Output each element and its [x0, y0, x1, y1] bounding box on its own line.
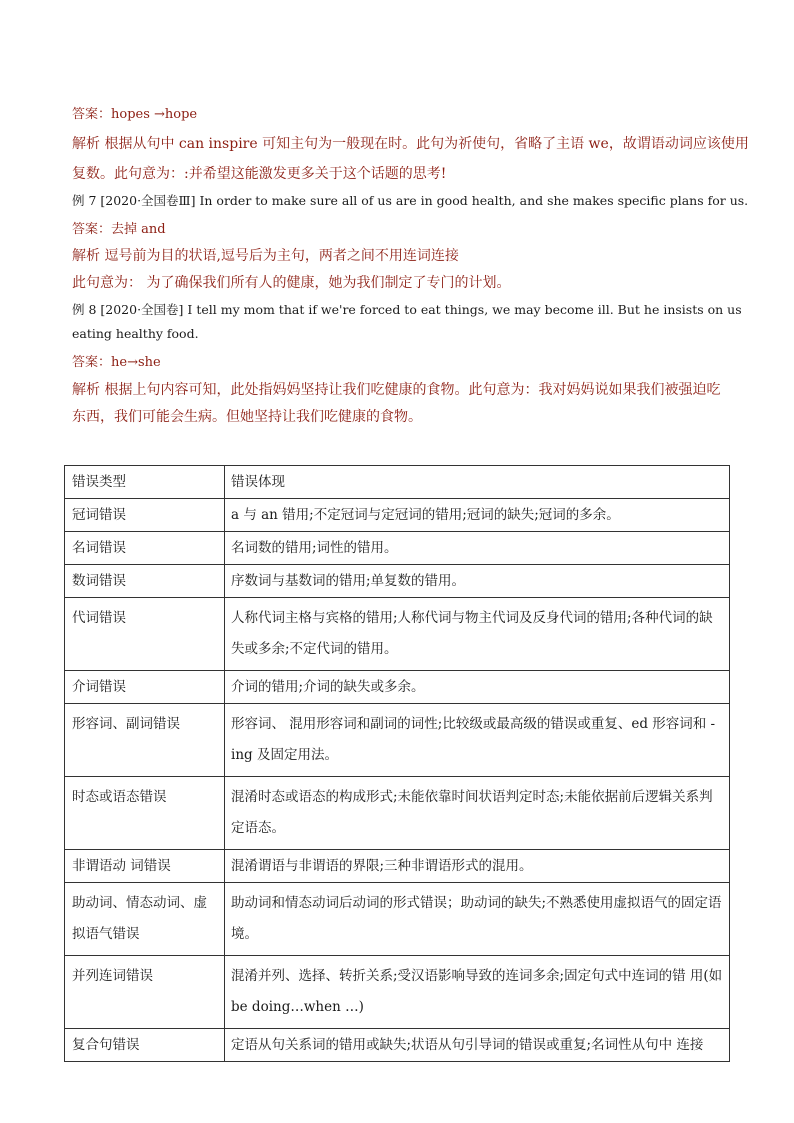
error-type-cell: 非谓语动 词错误 [65, 850, 225, 883]
answer-6: 答案：hopes →hope [72, 107, 198, 122]
error-type-cell: 助动词、情态动词、虚拟语气错误 [65, 883, 225, 956]
table-row [65, 598, 730, 671]
table-row [65, 532, 730, 565]
table-header-row [65, 466, 730, 499]
example-8-line1: 例 8 [2020·全国卷] I tell my mom that if we're forced to eat things, we may become ill. But he insists on us [72, 302, 742, 317]
header-error-type: 错误类型 [65, 466, 225, 499]
table-row [65, 671, 730, 704]
error-desc-cell: 序数词与基数词的错用;单复数的错用。 [225, 565, 730, 598]
error-desc-cell: 助动词和情态动词后动词的形式错误；助动词的缺失;不熟悉使用虚拟语气的固定语境。 [225, 883, 730, 956]
translation-7: 此句意为： 为了确保我们所有人的健康，她为我们制定了专门的计划。 [72, 275, 511, 291]
explanation-8-line2: 东西，我们可能会生病。但她坚持让我们吃健康的食物。 [72, 409, 422, 425]
error-type-cell: 介词错误 [65, 671, 225, 704]
explanation-7: 解析 逗号前为目的状语,逗号后为主句，两者之间不用连词连接 [72, 248, 459, 264]
error-type-cell: 复合句错误 [65, 1029, 225, 1062]
error-type-cell: 形容词、副词错误 [65, 704, 225, 777]
explanation-6-line2: 复数。此句意为：:并希望这能激发更多关于这个话题的思考! [72, 166, 447, 182]
error-type-cell: 并列连词错误 [65, 956, 225, 1029]
error-desc-cell: a 与 an 错用;不定冠词与定冠词的错用;冠词的缺失;冠词的多余。 [225, 499, 730, 532]
table-row [65, 883, 730, 956]
table-row [65, 956, 730, 1029]
error-desc-cell: 定语从句关系词的错用或缺失;状语从句引导词的错误或重复;名词性从句中 连接 [225, 1029, 730, 1062]
explanation-6-line1: 解析 根据从句中 can inspire 可知主句为一般现在时。此句为祈使句，省略了主语 we，故谓语动词应该使用 [72, 136, 749, 152]
error-desc-cell: 人称代词主格与宾格的错用;人称代词与物主代词及反身代词的错用;各种代词的缺失或多余;不定代词的错用。 [225, 598, 730, 671]
error-desc-cell: 介词的错用;介词的缺失或多余。 [225, 671, 730, 704]
error-type-cell: 名词错误 [65, 532, 225, 565]
error-type-cell: 时态或语态错误 [65, 777, 225, 850]
example-8-line2: eating healthy food. [72, 326, 199, 341]
answer-8: 答案：he→she [72, 355, 161, 370]
error-type-cell: 数词错误 [65, 565, 225, 598]
error-type-cell: 代词错误 [65, 598, 225, 671]
error-type-cell: 冠词错误 [65, 499, 225, 532]
header-error-manifestation: 错误体现 [225, 466, 730, 499]
example-7: 例 7 [2020·全国卷Ⅲ] In order to make sure all of us are in good health, and she makes specific plans for us. [72, 193, 749, 208]
table-row [65, 499, 730, 532]
table-row [65, 850, 730, 883]
table-row [65, 1029, 730, 1062]
table-row [65, 777, 730, 850]
error-desc-cell: 混淆时态或语态的构成形式;未能依靠时间状语判定时态;未能依据前后逻辑关系判定语态。 [225, 777, 730, 850]
error-desc-cell: 混淆并列、选择、转折关系;受汉语影响导致的连词多余;固定句式中连词的错 用(如be doing…when …) [225, 956, 730, 1029]
table-row [65, 565, 730, 598]
answer-7: 答案：去掉 and [72, 222, 166, 237]
error-types-table [64, 465, 730, 1062]
explanation-8-line1: 解析 根据上句内容可知，此处指妈妈坚持让我们吃健康的食物。此句意为：我对妈妈说如果我们被强迫吃 [72, 382, 721, 398]
error-desc-cell: 名词数的错用;词性的错用。 [225, 532, 730, 565]
error-desc-cell: 形容词、 混用形容词和副词的词性;比较级或最高级的错误或重复、ed 形容词和 -ing 及固定用法。 [225, 704, 730, 777]
error-desc-cell: 混淆谓语与非谓语的界限;三种非谓语形式的混用。 [225, 850, 730, 883]
table-row [65, 704, 730, 777]
